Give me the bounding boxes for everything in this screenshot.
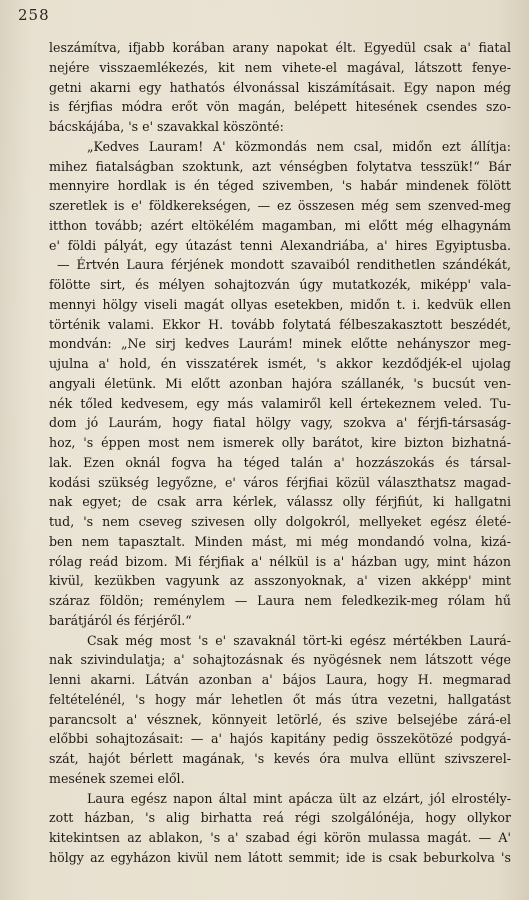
text-line: — Értvén Laura férjének mondott szavaiból rendithetlen szándékát, [57, 257, 511, 273]
text-line: tud, 's nem cseveg szivesen olly dolgokról, mellyeket egész életé- [49, 514, 511, 529]
page-number: 258 [18, 6, 50, 24]
text-line: dom jó Laurám, hogy fiatal hölgy vagy, szokva a' férjfi-társaság- [49, 415, 511, 431]
text-line: mennyi hölgy viseli magát ollyas esetekben, midőn t. i. kedvük ellen [49, 296, 511, 312]
text-line: mondván: „Ne sirj kedves Laurám! minek előtte nehányszor meg- [49, 336, 511, 352]
text-line: szeretlek is e' földkerekségen, — ez összesen még sem szenved-meg [49, 198, 511, 213]
text-line: nak szivindulatja; a' sohajtozásnak és nyögésnek nem látszott vége [49, 652, 511, 668]
body-text [49, 38, 511, 868]
text-line: lenni akarni. Látván azonban a' bájos Laura, hogy H. megmarad [49, 672, 511, 687]
text-line: kodási szükség legyőzne, e' város férjfiai közül választhatsz magad- [49, 474, 511, 490]
text-line: barátjáról és férjéről.“ [49, 612, 192, 628]
text-line: Csak még most 's e' szavaknál tört-ki egész mértékben Laurá- [87, 632, 511, 648]
text-line: történik valami. Ekkor H. tovább folytatá félbeszakasztott beszédét, [49, 316, 511, 332]
text-line: előbbi sohajtozásait: — a' hajós kapitány pedig összekötözé podgyá- [49, 731, 511, 747]
text-line: „Kedves Lauram! A' közmondás nem csal, midőn ezt állítja: [87, 138, 511, 154]
text-line: nak egyet; de csak arra kérlek, válassz olly férjfiút, ki hallgatni [49, 494, 511, 510]
text-line: száraz földön; reménylem — Laura nem feledkezik-meg rólam hű [49, 593, 511, 608]
text-line: parancsolt a' vésznek, könnyeit letörlé, és szive belsejébe zárá-el [49, 711, 511, 727]
text-line: leszámítva, ifjabb korában arany napokat élt. Egyedül csak a' fiatal [49, 40, 511, 55]
text-line: fölötte sirt, és mélyen sohajtozván úgy mutatkozék, miképp' vala- [49, 277, 511, 292]
text-line: mesének szemei elől. [49, 770, 185, 786]
text-line: mennyire hordlak is én téged szivemben, 's habár mindenek fölött [49, 178, 511, 194]
text-line: nék tőled kedvesem, egy más valamiről kell értekeznem veled. Tu- [49, 395, 511, 411]
text-line: hoz, 's éppen most nem ismerek olly barátot, kire bizton bizhatná- [49, 435, 511, 450]
text-line: kitekintsen az ablakon, 's a' szabad égi körön mulassa magát. — A' [49, 830, 511, 845]
text-line: szát, hajót bérlett magának, 's kevés óra mulva ellünt szivszerel- [49, 751, 511, 766]
text-line: nejére visszaemlékezés, kit nem vihete-el magával, látszott fenye- [49, 59, 511, 75]
text-line: hölgy az egyházon kivül nem látott semmit; ide is csak beburkolva 's [49, 849, 511, 865]
text-line: ben nem tapasztalt. Minden mást, mi még mondandó volna, kizá- [49, 533, 511, 549]
text-line: feltételénél, 's hogy már lehetlen őt más útra vezetni, hallgatást [49, 691, 511, 707]
text-line: e' földi pályát, egy útazást tenni Alexandriába, a' hires Egyiptusba. [49, 237, 511, 253]
text-line: mihez fiatalságban szoktunk, azt vénségben folytatva tesszük!“ Bár [49, 158, 511, 174]
text-line: bácskájába, 's e' szavakkal köszönté: [49, 119, 284, 134]
text-line: Laura egész napon által mint apácza ült az elzárt, jól elrostély- [87, 790, 511, 806]
text-line: is férjfias módra erőt vön magán, belépett hitesének csendes szo- [49, 99, 511, 115]
text-line: itthon tovább; azért eltökélém magamban, mi előtt még elhagynám [49, 217, 511, 233]
text-line: lak. Ezen oknál fogva ha téged talán a' hozzászokás és társal- [49, 454, 511, 470]
text-line: angyali életünk. Mi előtt azonban hajóra szállanék, 's bucsút ven- [49, 375, 511, 391]
text-line: zott házban, 's alig birhatta reá régi szolgálónéja, hogy ollykor [49, 810, 511, 826]
text-line: rólag reád bizom. Mi férjfiak a' nélkül is a' házban ugy, mint házon [49, 553, 511, 569]
text-line: getni akarni egy hathatós élvonással kiszámításait. Egy napon még [49, 79, 511, 95]
text-line: ujulna a' hold, én visszatérek ismét, 's akkor kezdődjék-el ujolag [49, 356, 511, 371]
text-line: kivül, kezükben vagyunk az asszonyoknak, a' vizen akképp' mint [49, 573, 511, 589]
